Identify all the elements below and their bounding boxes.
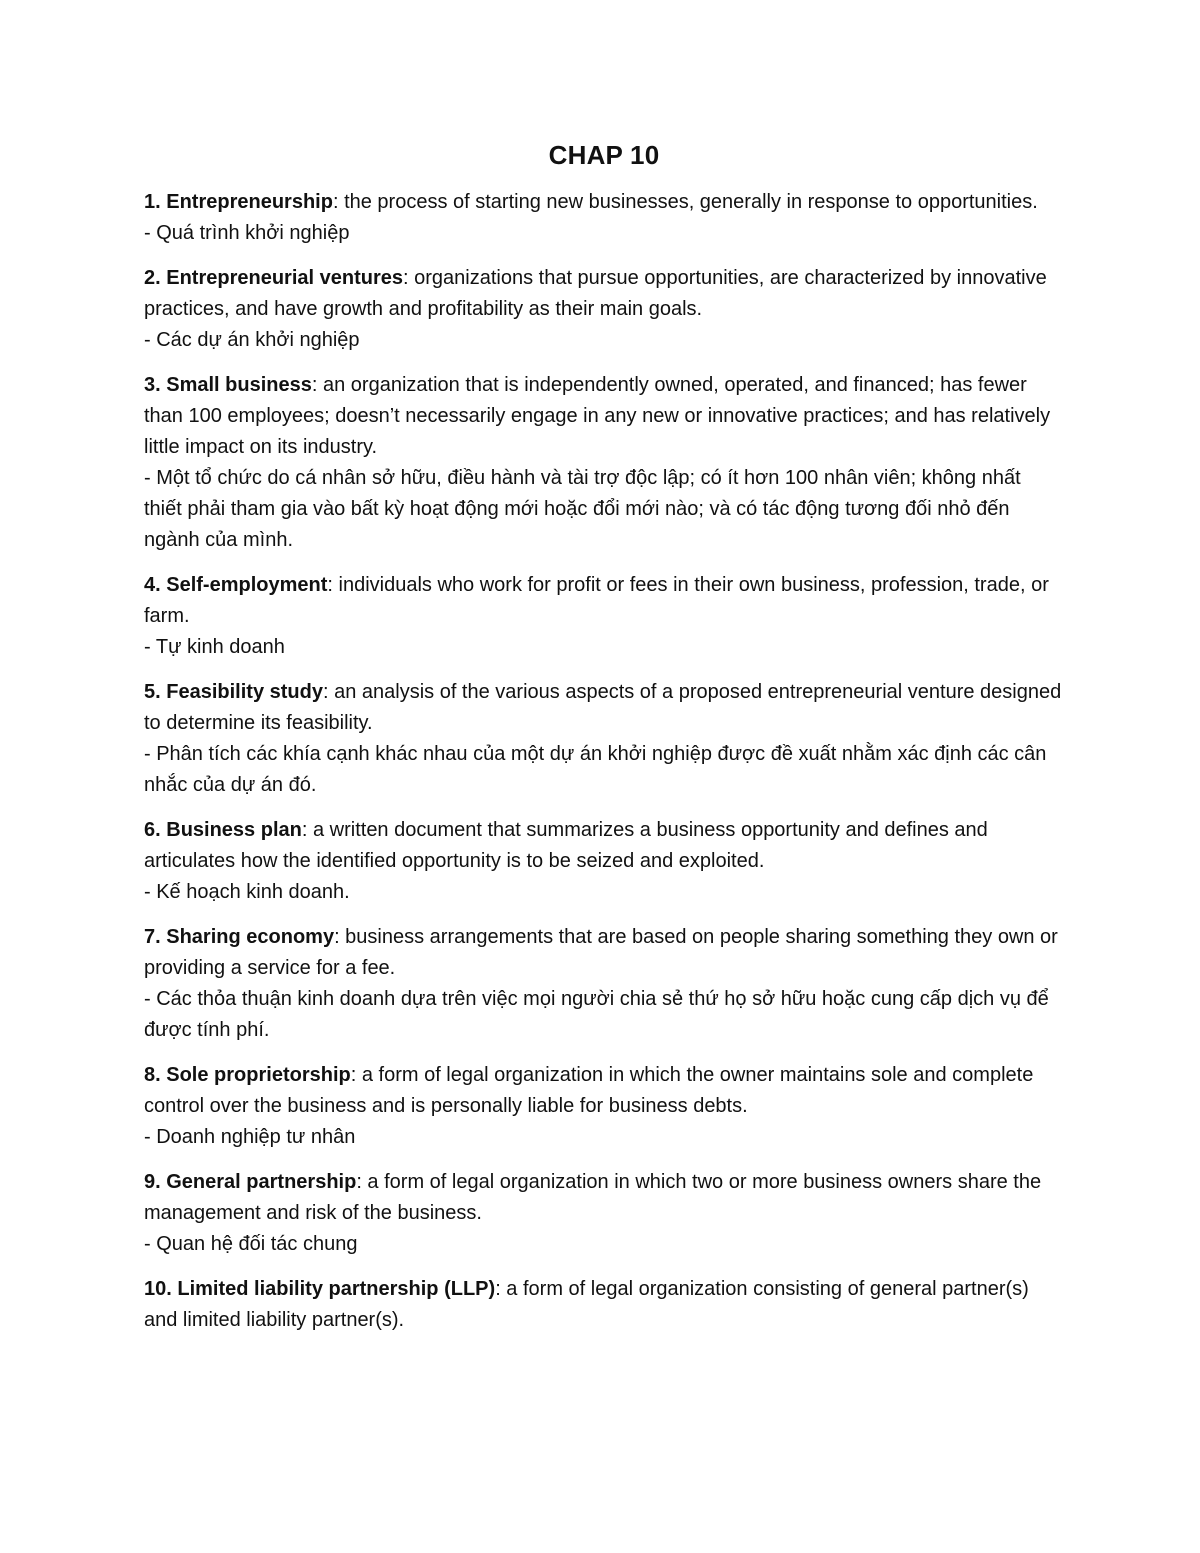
entry-number: 1. (144, 191, 161, 213)
entry-number: 7. (144, 926, 161, 948)
entry-9 (144, 1167, 1064, 1260)
entry-term: Sharing economy (166, 926, 335, 948)
entry-number: 8. (144, 1064, 161, 1086)
entry-8 (144, 1060, 1064, 1153)
entry-3 (144, 370, 1064, 556)
entry-definition: : an analysis of the various aspects of a proposed entrepreneurial venture designed to determine its feasibility. (144, 681, 1062, 734)
entry-term: Entrepreneurial ventures (166, 267, 403, 289)
entry-2 (144, 263, 1064, 356)
entry-term: Entrepreneurship (166, 191, 333, 213)
entry-term: Limited liability partnership (LLP) (177, 1278, 496, 1300)
entry-number: 3. (144, 374, 161, 396)
entry-translation: - Các thỏa thuận kinh doanh dựa trên việc mọi người chia sẻ thứ họ sở hữu hoặc cung cấp dịch vụ để được tính phí. (144, 988, 1049, 1041)
entry-definition: : an organization that is independently owned, operated, and financed; has fewer than 100 employees; doesn’t necessarily engage in any new or innovative practices; and has relatively little impact on its industry. (144, 374, 1051, 458)
entry-translation: - Phân tích các khía cạnh khác nhau của một dự án khởi nghiệp được đề xuất nhằm xác định các cân nhắc của dự án đó. (144, 743, 1047, 796)
entry-term: Business plan (166, 819, 302, 841)
entry-definition: : a written document that summarizes a business opportunity and defines and articulates how the identified opportunity is to be seized and exploited. (144, 819, 988, 872)
entry-definition: : a form of legal organization in which the owner maintains sole and complete control over the business and is personally liable for business debts. (144, 1064, 1034, 1117)
entry-term: Sole proprietorship (166, 1064, 351, 1086)
entry-definition-line (144, 263, 1064, 325)
entry-definition-line (144, 570, 1064, 632)
entry-number: 2. (144, 267, 161, 289)
entry-translation: - Doanh nghiệp tư nhân (144, 1126, 356, 1148)
entry-definition-line (144, 1274, 1064, 1336)
entry-4 (144, 570, 1064, 663)
entry-number: 6. (144, 819, 161, 841)
entry-definition-line (144, 187, 1064, 218)
entry-number: 10. (144, 1278, 172, 1300)
entry-7 (144, 922, 1064, 1046)
entry-number: 5. (144, 681, 161, 703)
page-title: CHAP 10 (548, 140, 660, 170)
entry-translation: - Các dự án khởi nghiệp (144, 329, 360, 351)
entry-definition: : the process of starting new businesses, generally in response to opportunities. (332, 191, 1038, 213)
entry-term: Small business (166, 374, 312, 396)
entry-definition-line (144, 815, 1064, 877)
entry-definition: : individuals who work for profit or fees in their own business, profession, trade, or farm. (144, 574, 1049, 627)
entry-definition-line (144, 677, 1064, 739)
document-page (144, 140, 1064, 1350)
entry-term: General partnership (166, 1171, 357, 1193)
entry-definition: : organizations that pursue opportunities, are characterized by innovative practices, and have growth and profitability as their main goals. (144, 267, 1047, 320)
entry-translation: - Một tổ chức do cá nhân sở hữu, điều hành và tài trợ độc lập; có ít hơn 100 nhân viên; không nhất thiết phải tham gia vào bất kỳ hoạt động mới hoặc đổi mới nào; và có tác động tương đối nhỏ đến ngành của mình. (144, 467, 1021, 551)
entry-translation: - Quá trình khởi nghiệp (144, 222, 350, 244)
entry-10 (144, 1274, 1064, 1336)
entry-1 (144, 187, 1064, 249)
entry-translation: - Kế hoạch kinh doanh. (144, 881, 350, 903)
entry-translation: - Tự kinh doanh (144, 636, 285, 658)
entry-definition-line (144, 1167, 1064, 1229)
entry-translation: - Quan hệ đối tác chung (144, 1233, 358, 1255)
entry-definition-line (144, 1060, 1064, 1122)
entry-number: 9. (144, 1171, 161, 1193)
entry-definition: : a form of legal organization in which two or more business owners share the management and risk of the business. (144, 1171, 1042, 1224)
entry-6 (144, 815, 1064, 908)
entry-number: 4. (144, 574, 161, 596)
entry-definition-line (144, 370, 1064, 463)
entry-term: Feasibility study (166, 681, 323, 703)
entry-term: Self-employment (166, 574, 328, 596)
entry-5 (144, 677, 1064, 801)
entry-definition: : a form of legal organization consisting of general partner(s) and limited liability partner(s). (144, 1278, 1029, 1331)
entry-definition: : business arrangements that are based on people sharing something they own or providing a service for a fee. (144, 926, 1058, 979)
entry-definition-line (144, 922, 1064, 984)
